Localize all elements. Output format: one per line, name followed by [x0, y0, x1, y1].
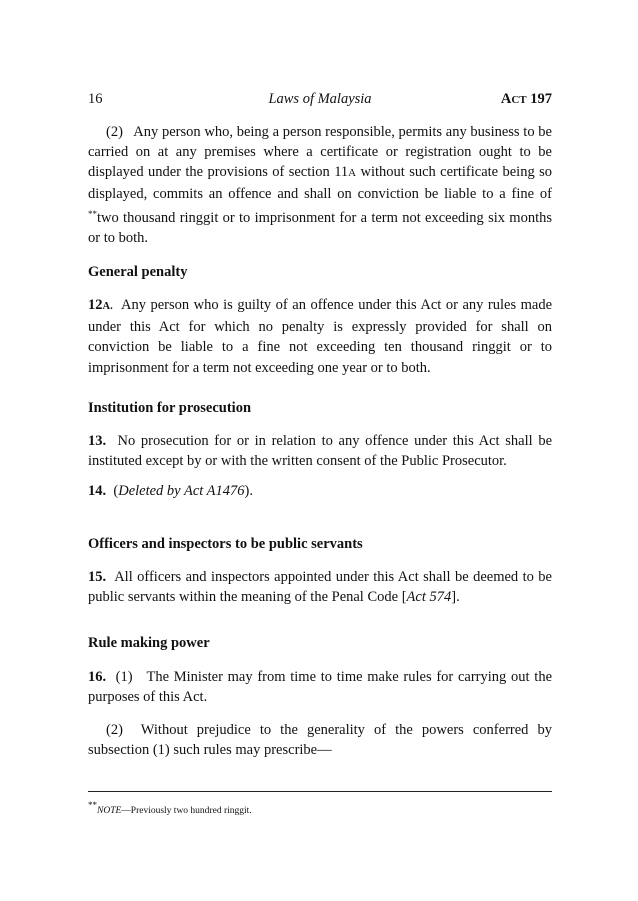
- page-number: 16: [88, 91, 103, 107]
- heading-general-penalty: General penalty: [88, 264, 188, 280]
- footnote-rule: [88, 791, 552, 792]
- section-number: 13.: [88, 433, 107, 449]
- section-number: 16.: [88, 669, 107, 685]
- footnote-marker: **: [88, 208, 97, 219]
- section-number: 15.: [88, 569, 107, 585]
- header-title: Laws of Malaysia: [268, 91, 372, 107]
- section-16-subsection-1: 16. (1) The Minister may from time to time make rules for carrying out the purposes of this Act.: [88, 669, 553, 706]
- section-16-subsection-2: (2) Without prejudice to the generality of the powers conferred by subsection (1) such rules may prescribe—: [88, 722, 552, 759]
- section-number: 14.: [88, 483, 107, 499]
- section-14: 14. (Deleted by Act A1476).: [88, 483, 253, 499]
- section-number: 12A.: [88, 297, 113, 313]
- heading-rule-making-power: Rule making power: [88, 635, 210, 651]
- subsection-label: (2): [106, 124, 123, 140]
- section-15: 15. All officers and inspectors appointed under this Act shall be deemed to be public servants within the meaning of the Penal Code [Act 574].: [88, 569, 552, 606]
- heading-officers-public-servants: Officers and inspectors to be public servants: [88, 536, 363, 552]
- section-13: 13. No prosecution for or in relation to any offence under this Act shall be instituted except by or with the written consent of the Public Prosecutor.: [88, 433, 553, 470]
- section-12a: 12A. Any person who is guilty of an offence under this Act or any rules made under this Act for which no penalty is expressly provided for shall on conviction be liable to a fine not exceeding ten thousand ringgit or to imprisonment for a term not exceeding one year or to both.: [88, 297, 553, 376]
- section-12-subsection-2: (2) Any person who, being a person responsible, permits any business to be carried on at any premises where a certificate or registration ought to be displayed under the provisions of section 11A without such certificate being so displayed, commits an offence and shall on conviction be liable to a fine of **two thousand ringgit or to imprisonment for a term not exceeding six months or to both.: [88, 124, 552, 247]
- heading-institution-for-prosecution: Institution for prosecution: [88, 400, 252, 416]
- footnote: **NOTE—Previously two hundred ringgit.: [88, 800, 252, 816]
- act-number: ACT 197: [500, 91, 552, 107]
